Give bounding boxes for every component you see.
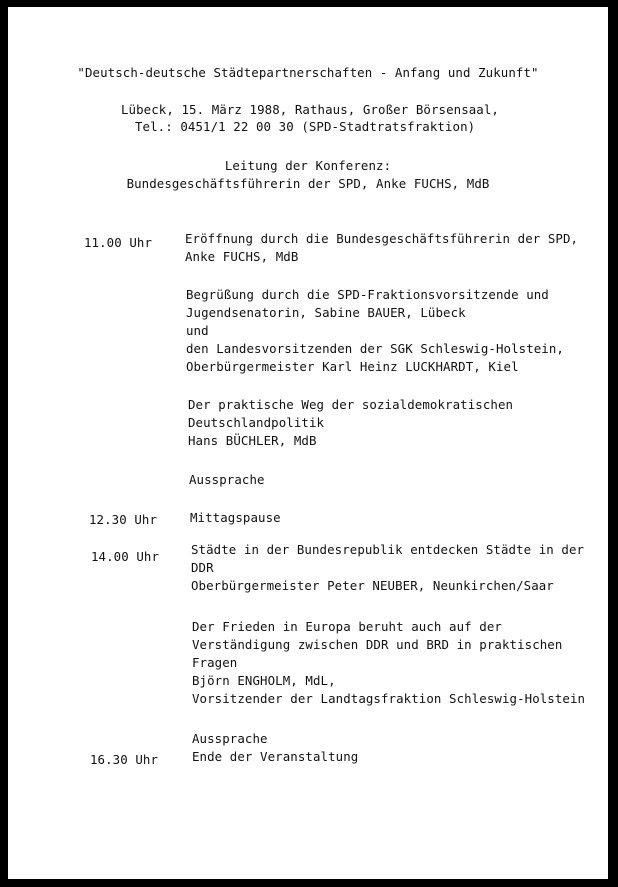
agenda-item-cities-line3: Oberbürgermeister Peter NEUBER, Neunkirchen/Saar [191, 578, 554, 593]
agenda-item-peace-line3: Fragen [192, 655, 238, 670]
telephone-line: Tel.: 0451/1 22 00 30 (SPD-Stadtratsfraktion) [135, 119, 476, 134]
agenda-item-opening-line1: Eröffnung durch die Bundesgeschäftsführerin der SPD, [185, 231, 579, 246]
agenda-item-cities-line1: Städte in der Bundesrepublik entdecken Städte in der [191, 542, 585, 557]
agenda-item-opening-line2: Anke FUCHS, MdB [185, 249, 299, 264]
aussprache-1: Aussprache [189, 472, 265, 487]
agenda-item-peace-line4: Björn ENGHOLM, MdL, [192, 673, 336, 688]
time-1230: 12.30 Uhr [89, 512, 158, 527]
agenda-item-talk-line2: Deutschlandpolitik [188, 415, 325, 430]
agenda-item-peace-line2: Verständigung zwischen DDR und BRD in praktischen [192, 637, 563, 652]
aussprache-2: Aussprache [192, 731, 268, 746]
agenda-item-cities-line2: DDR [191, 560, 214, 575]
place-date-line: Lübeck, 15. März 1988, Rathaus, Großer Börsensaal, [121, 102, 499, 117]
agenda-item-peace-line1: Der Frieden in Europa beruht auch auf der [192, 619, 502, 634]
lunch-break: Mittagspause [190, 510, 281, 525]
time-1630: 16.30 Uhr [90, 752, 159, 767]
time-1400: 14.00 Uhr [91, 549, 160, 564]
time-1100: 11.00 Uhr [84, 235, 153, 250]
agenda-item-greeting-line2: Jugendsenatorin, Sabine BAUER, Lübeck [186, 305, 466, 320]
conference-title: "Deutsch-deutsche Städtepartnerschaften - Anfang und Zukunft" [77, 65, 539, 80]
end-of-event: Ende der Veranstaltung [192, 749, 359, 764]
document-page [8, 7, 608, 879]
agenda-item-talk-line1: Der praktische Weg der sozialdemokratischen [188, 397, 514, 412]
agenda-item-greeting-line1: Begrüßung durch die SPD-Fraktionsvorsitzende und [186, 287, 549, 302]
agenda-item-greeting-line5: Oberbürgermeister Karl Heinz LUCKHARDT, Kiel [186, 359, 519, 374]
agenda-item-peace-line5: Vorsitzender der Landtagsfraktion Schleswig-Holstein [192, 691, 586, 706]
agenda-item-talk-line3: Hans BÜCHLER, MdB [188, 433, 317, 448]
leitung-name: Bundesgeschäftsführerin der SPD, Anke FUCHS, MdB [126, 176, 490, 191]
leitung-label: Leitung der Konferenz: [224, 158, 392, 173]
agenda-item-greeting-line3: und [186, 323, 209, 338]
agenda-item-greeting-line4: den Landesvorsitzenden der SGK Schleswig-Holstein, [186, 341, 564, 356]
